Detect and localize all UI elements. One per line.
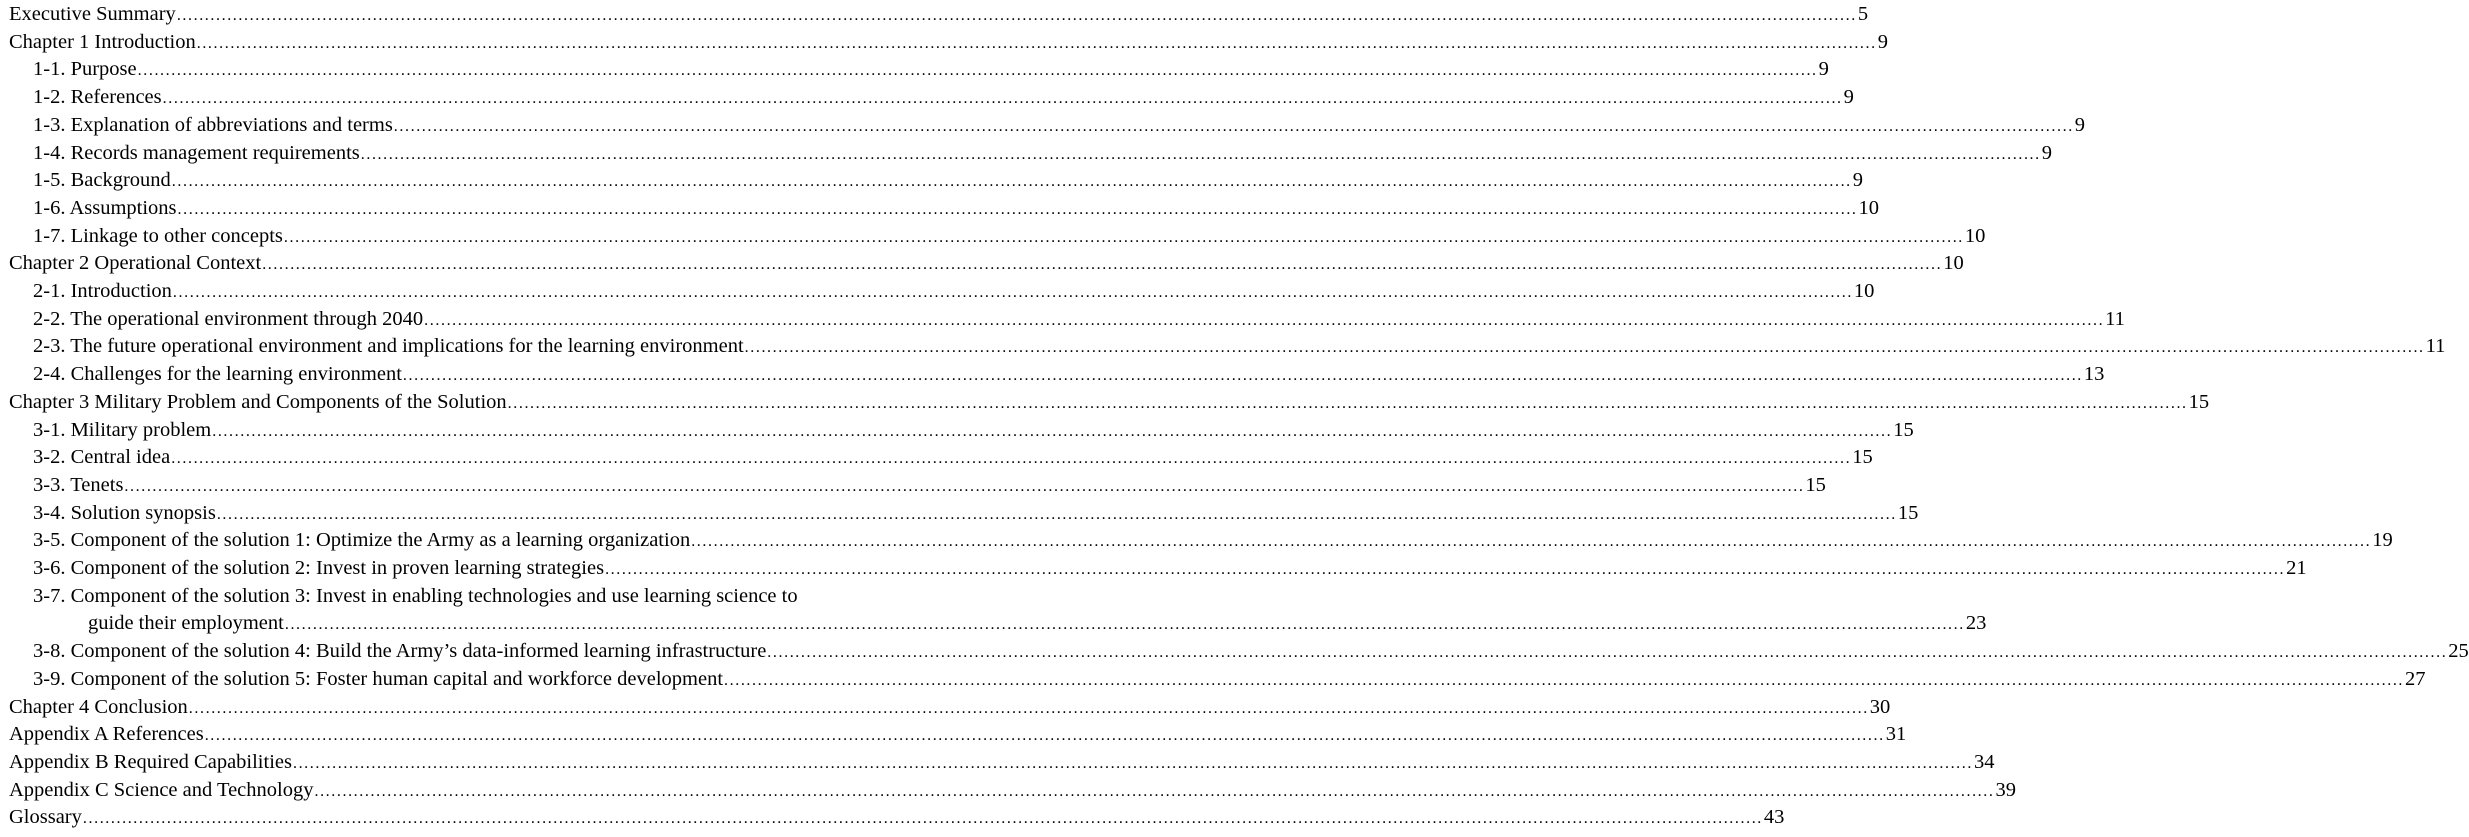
toc-entry-3-1[interactable]: [0, 417, 1914, 445]
toc-entry-title: 1-1. Purpose: [33, 58, 137, 81]
toc-entry-title: 1-6. Assumptions: [33, 196, 177, 219]
toc-entry-1-6[interactable]: [0, 195, 1880, 223]
toc-entry-page: 15: [1852, 446, 1873, 469]
toc-entry-2-1[interactable]: [0, 278, 1875, 306]
dot-leader: ............................................................................................................................................................................................................................................................................................................: [137, 62, 1818, 80]
toc-entry-page: 9: [1852, 169, 1864, 192]
toc-entry-3-8[interactable]: [0, 638, 2469, 666]
toc-entry-1-7[interactable]: [0, 223, 1986, 251]
toc-entry-page: 11: [2105, 307, 2125, 330]
toc-entry-3-9[interactable]: [0, 666, 2426, 694]
toc-entry-page: 39: [1995, 778, 2016, 801]
toc-entry-title: 1-4. Records management requirements: [33, 141, 360, 164]
toc-entry-page: 9: [1877, 30, 1888, 53]
toc-entry-page: 15: [2188, 390, 2210, 413]
toc-entry-title: 1-2. References: [33, 86, 162, 109]
toc-entry-page: 9: [1818, 58, 1829, 81]
toc-entry-title: 1-3. Explanation of abbreviations and terms: [33, 113, 393, 136]
toc-entry-title: 3-4. Solution synopsis: [33, 501, 216, 524]
toc-entry-title: 2-1. Introduction: [33, 280, 172, 302]
toc-entry-page: 10: [1943, 252, 1964, 275]
toc-entry-3-7-continuation[interactable]: [0, 610, 1987, 638]
dot-leader: ............................................................................................................................................................................................................................................................................................................: [767, 644, 2448, 662]
toc-entry-title: Executive Summary: [9, 3, 176, 25]
toc-entry-appendix-a[interactable]: [0, 721, 1907, 749]
toc-entry-page: 15: [1897, 501, 1919, 524]
toc-entry-glossary[interactable]: [0, 804, 1785, 832]
toc-entry-page: 13: [2083, 363, 2105, 386]
toc-entry-page: 21: [2286, 557, 2307, 579]
toc-entry-3-5[interactable]: [0, 527, 2393, 555]
dot-leader: ............................................................................................................................................................................................................................................................................................................: [283, 228, 1964, 246]
dot-leader: ............................................................................................................................................................................................................................................................................................................: [176, 7, 1857, 24]
dot-leader: ............................................................................................................................................................................................................................................................................................................: [691, 533, 2372, 551]
dot-leader: ............................................................................................................................................................................................................................................................................................................: [262, 256, 1943, 274]
toc-entry-3-2[interactable]: [0, 444, 1873, 472]
dot-leader: ............................................................................................................................................................................................................................................................................................................: [292, 754, 1973, 772]
toc-entry-3-6[interactable]: [0, 555, 2307, 583]
dot-leader: ............................................................................................................................................................................................................................................................................................................: [605, 561, 2286, 578]
toc-entry-1-4[interactable]: [0, 140, 2052, 168]
toc-entry-title: Chapter 4 Conclusion: [9, 695, 188, 718]
toc-entry-title: 3-5. Component of the solution 1: Optimize the Army as a learning organization: [33, 529, 691, 552]
toc-entry-page: 43: [1763, 806, 1785, 829]
dot-leader: ............................................................................................................................................................................................................................................................................................................: [162, 90, 1843, 108]
toc-entry-page: 23: [1965, 612, 1987, 635]
toc-entry-1-3[interactable]: [0, 112, 2086, 140]
toc-entry-page: 34: [1973, 750, 1995, 773]
dot-leader: ............................................................................................................................................................................................................................................................................................................: [188, 699, 1869, 717]
toc-entry-title: 3-7. Component of the solution 3: Invest in enabling technologies and use learning science to: [33, 584, 798, 607]
toc-entry-page: 10: [1964, 224, 1986, 247]
dot-leader: ............................................................................................................................................................................................................................................................................................................: [724, 671, 2405, 689]
toc-entry-page: 5: [1857, 3, 1869, 25]
dot-leader: ............................................................................................................................................................................................................................................................................................................: [171, 173, 1852, 191]
toc-entry-page: 27: [2405, 667, 2426, 690]
toc-entry-title: Chapter 1 Introduction: [9, 30, 196, 53]
toc-entry-title: Chapter 3 Military Problem and Components of the Solution: [9, 390, 507, 413]
dot-leader: ............................................................................................................................................................................................................................................................................................................: [402, 367, 2083, 385]
toc-entry-page: 31: [1885, 723, 1907, 746]
dot-leader: ............................................................................................................................................................................................................................................................................................................: [82, 810, 1763, 828]
toc-entry-title: 3-1. Military problem: [33, 418, 212, 441]
toc-entry-page: 10: [1858, 196, 1880, 219]
toc-entry-page: 9: [2041, 141, 2052, 164]
toc-entry-page: 9: [1843, 86, 1854, 109]
toc-entry-chapter-1[interactable]: [0, 29, 1888, 57]
toc-entry-executive-summary[interactable]: [0, 1, 1869, 29]
toc-entry-2-2[interactable]: [0, 306, 2125, 334]
toc-entry-title: 1-5. Background: [33, 169, 171, 192]
dot-leader: ............................................................................................................................................................................................................................................................................................................: [507, 394, 2188, 412]
toc-entry-title: Appendix C Science and Technology: [9, 778, 314, 801]
toc-entry-appendix-c[interactable]: [0, 777, 2016, 805]
dot-leader: ............................................................................................................................................................................................................................................................................................................: [204, 727, 1885, 745]
dot-leader: ............................................................................................................................................................................................................................................................................................................: [177, 200, 1858, 218]
toc-entry-page: 15: [1893, 418, 1914, 441]
dot-leader: ............................................................................................................................................................................................................................................................................................................: [124, 477, 1805, 495]
toc-entry-1-2[interactable]: [0, 84, 1854, 112]
dot-leader: ............................................................................................................................................................................................................................................................................................................: [424, 311, 2105, 329]
toc-entry-page: 11: [2425, 335, 2446, 358]
toc-entry-title: Chapter 2 Operational Context: [9, 252, 262, 275]
toc-entry-title: 2-2. The operational environment through 2040: [33, 307, 424, 330]
toc-entry-title: 2-4. Challenges for the learning environment: [33, 363, 402, 386]
toc-entry-chapter-3[interactable]: [0, 389, 2210, 417]
dot-leader: ............................................................................................................................................................................................................................................................................................................: [172, 284, 1853, 301]
dot-leader: ............................................................................................................................................................................................................................................................................................................: [196, 34, 1877, 52]
toc-entry-page: 15: [1805, 473, 1826, 496]
toc-entry-1-5[interactable]: [0, 167, 1864, 195]
toc-entry-title: 3-6. Component of the solution 2: Invest in proven learning strategies: [33, 557, 605, 579]
toc-entry-chapter-4[interactable]: [0, 694, 1891, 722]
toc-entry-title: Appendix B Required Capabilities: [9, 750, 292, 773]
dot-leader: ............................................................................................................................................................................................................................................................................................................: [360, 145, 2041, 163]
dot-leader: ............................................................................................................................................................................................................................................................................................................: [216, 505, 1897, 523]
toc-entry-title: 3-2. Central idea: [33, 446, 171, 469]
toc-entry-title: Glossary: [9, 806, 82, 829]
dot-leader: ............................................................................................................................................................................................................................................................................................................: [212, 422, 1893, 440]
toc-entry-appendix-b[interactable]: [0, 749, 1995, 777]
toc-entry-3-3[interactable]: [0, 472, 1826, 500]
toc-entry-title: 2-3. The future operational environment and implications for the learning environment: [33, 335, 744, 358]
dot-leader: ............................................................................................................................................................................................................................................................................................................: [171, 450, 1852, 468]
toc-entry-chapter-2[interactable]: [0, 250, 1964, 278]
toc-entry-title: Appendix A References: [9, 723, 204, 746]
toc-entry-2-3[interactable]: [0, 333, 2446, 361]
toc-entry-page: 25: [2448, 640, 2469, 663]
toc-entry-1-1[interactable]: [0, 56, 1829, 84]
toc-entry-page: 19: [2372, 529, 2393, 552]
dot-leader: ............................................................................................................................................................................................................................................................................................................: [314, 782, 1995, 800]
toc-entry-3-7[interactable]: [0, 583, 981, 611]
toc-entry-3-4[interactable]: [0, 500, 1919, 528]
toc-entry-title: 1-7. Linkage to other concepts: [33, 224, 283, 247]
toc-entry-title: 3-3. Tenets: [33, 473, 124, 496]
dot-leader: ............................................................................................................................................................................................................................................................................................................: [744, 339, 2425, 357]
toc-entry-title: 3-8. Component of the solution 4: Build the Army’s data-informed learning infrastructure: [33, 640, 767, 663]
toc-entry-page: 10: [1853, 280, 1875, 302]
toc-entry-title: 3-9. Component of the solution 5: Foster human capital and workforce development: [33, 667, 724, 690]
toc-entry-page: 30: [1869, 695, 1891, 718]
toc-entry-2-4[interactable]: [0, 361, 2105, 389]
toc-entry-page: 9: [2074, 113, 2086, 136]
toc-entry-title-continuation: guide their employment: [88, 612, 284, 635]
dot-leader: ............................................................................................................................................................................................................................................................................................................: [393, 117, 2074, 135]
dot-leader: ............................................................................................................................................................................................................................................................................................................: [284, 616, 1965, 634]
